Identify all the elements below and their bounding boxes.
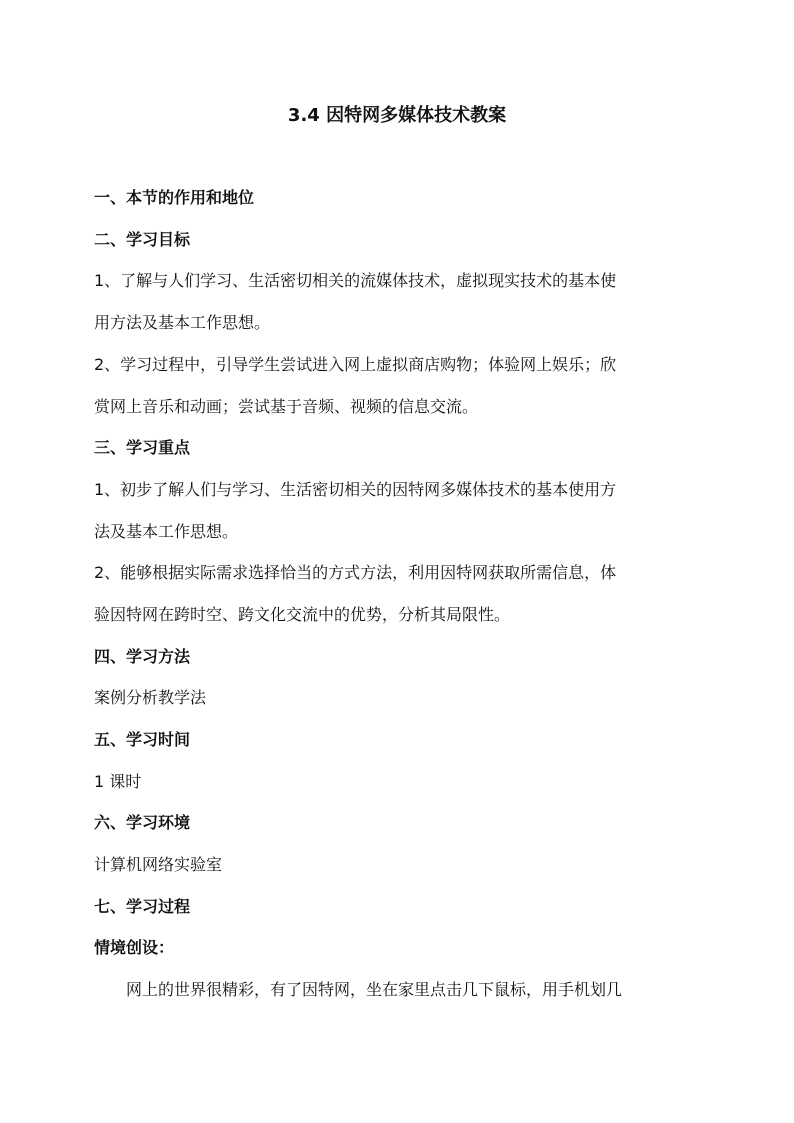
key-point-2-line-1: 2、能够根据实际需求选择恰当的方式方法，利用因特网获取所需信息，体: [94, 563, 617, 582]
section-heading-objectives: 二、学习目标: [94, 230, 191, 249]
objective-2-line-1: 2、学习过程中，引导学生尝试进入网上虚拟商店购物；体验网上娱乐；欣: [94, 355, 617, 374]
key-point-2-line-2: 验因特网在跨时空、跨文化交流中的优势，分析其局限性。: [94, 605, 511, 624]
document-title: 3.4 因特网多媒体技术教案: [287, 105, 507, 126]
key-point-1-line-1: 1、初步了解人们与学习、生活密切相关的因特网多媒体技术的基本使用方: [94, 480, 617, 499]
key-point-1-line-2: 法及基本工作思想。: [94, 522, 239, 541]
objective-2-line-2: 赏网上音乐和动画；尝试基于音频、视频的信息交流。: [94, 397, 479, 416]
section-heading-time: 五、学习时间: [94, 730, 191, 749]
time-text: 1 课时: [94, 772, 142, 791]
method-text: 案例分析教学法: [94, 688, 207, 707]
environment-text: 计算机网络实验室: [94, 855, 223, 874]
objective-1-line-2: 用方法及基本工作思想。: [94, 313, 271, 332]
subheading-scenario: 情境创设：: [94, 938, 175, 957]
scenario-paragraph-line-1: 网上的世界很精彩，有了因特网，坐在家里点击几下鼠标，用手机划几: [126, 980, 623, 999]
section-heading-environment: 六、学习环境: [94, 813, 191, 832]
section-heading-key-points: 三、学习重点: [94, 438, 191, 457]
section-heading-role: 一、本节的作用和地位: [94, 188, 255, 207]
section-heading-method: 四、学习方法: [94, 647, 191, 666]
section-heading-process: 七、学习过程: [94, 897, 191, 916]
objective-1-line-1: 1、了解与人们学习、生活密切相关的流媒体技术，虚拟现实技术的基本使: [94, 271, 617, 290]
